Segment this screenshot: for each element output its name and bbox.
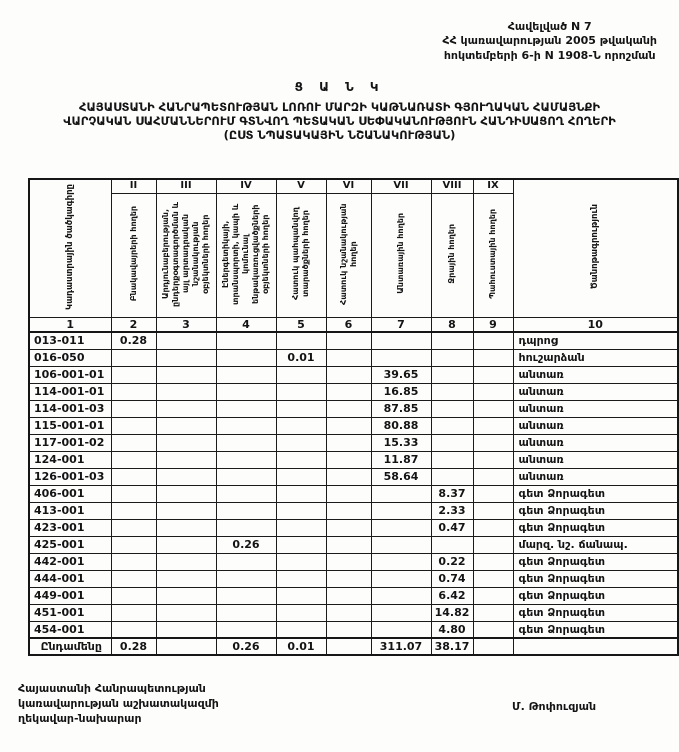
area-value-cell <box>216 502 276 519</box>
area-value-cell <box>276 621 326 638</box>
header-label-industrial: Արդյունաբերության, ընդերքօգտագործման և այլ արտադրական նշանակության օբյեկտների հողեր <box>156 193 216 317</box>
area-value-cell: 6.42 <box>431 587 473 604</box>
area-value-cell <box>111 604 156 621</box>
area-value-cell <box>111 570 156 587</box>
header-roman-5: V <box>276 179 326 193</box>
area-value-cell <box>431 332 473 349</box>
cadastral-code-cell: 117-001-02 <box>29 434 111 451</box>
area-value-cell <box>276 553 326 570</box>
table-row <box>29 587 678 604</box>
doc-title-line: (ԸՍՏ ՆՊԱՏԱԿԱՅԻՆ ՆՇԱՆԱԿՈՒԹՅԱՆ) <box>223 128 456 143</box>
land-table <box>28 178 679 656</box>
area-value-cell <box>276 604 326 621</box>
area-value-cell <box>431 383 473 400</box>
note-cell: հուշարձան <box>513 349 678 366</box>
header-roman-2: II <box>111 179 156 193</box>
area-value-cell <box>326 638 371 655</box>
col-number: 2 <box>111 317 156 332</box>
header-label-energy-transport: Էներգետիկայի, տրանսպորտի, կապի և կոմունալ ենթակառուցվածքների օբյեկտների հողեր <box>216 193 276 317</box>
area-value-cell <box>473 638 513 655</box>
area-value-cell <box>156 451 216 468</box>
table-row <box>29 570 678 587</box>
note-cell: գետ Ձորագետ <box>513 502 678 519</box>
note-cell: անտառ <box>513 468 678 485</box>
area-value-cell <box>371 604 431 621</box>
area-value-cell <box>473 621 513 638</box>
footer-line: Հայաստանի Հանրապետության <box>18 682 206 695</box>
header-label-water: Ջրային հողեր <box>431 193 473 317</box>
table-row <box>29 434 678 451</box>
area-value-cell <box>473 536 513 553</box>
cadastral-code-cell: 016-050 <box>29 349 111 366</box>
area-value-cell <box>156 349 216 366</box>
area-value-cell <box>216 621 276 638</box>
area-value-cell <box>156 502 216 519</box>
area-value-cell <box>111 451 156 468</box>
area-value-cell <box>111 519 156 536</box>
area-value-cell: 15.33 <box>371 434 431 451</box>
area-value-cell <box>156 485 216 502</box>
area-value-cell <box>473 604 513 621</box>
area-value-cell <box>431 536 473 553</box>
area-value-cell <box>371 570 431 587</box>
area-value-cell <box>276 434 326 451</box>
area-value-cell <box>431 434 473 451</box>
cadastral-code-cell: 406-001 <box>29 485 111 502</box>
area-value-cell <box>326 383 371 400</box>
area-value-cell <box>473 553 513 570</box>
area-value-cell <box>156 536 216 553</box>
area-value-cell <box>276 536 326 553</box>
area-value-cell <box>326 587 371 604</box>
area-value-cell: 2.33 <box>431 502 473 519</box>
area-value-cell: 311.07 <box>371 638 431 655</box>
area-value-cell <box>111 366 156 383</box>
area-value-cell <box>326 485 371 502</box>
table-row <box>29 383 678 400</box>
area-value-cell <box>276 417 326 434</box>
area-value-cell: 4.80 <box>431 621 473 638</box>
area-value-cell <box>276 451 326 468</box>
area-value-cell <box>216 349 276 366</box>
area-value-cell <box>473 485 513 502</box>
area-value-cell <box>111 383 156 400</box>
area-value-cell <box>276 332 326 349</box>
note-cell: անտառ <box>513 451 678 468</box>
area-value-cell <box>216 434 276 451</box>
area-value-cell <box>326 417 371 434</box>
area-value-cell <box>371 485 431 502</box>
note-cell <box>513 638 678 655</box>
area-value-cell <box>111 536 156 553</box>
table-row <box>29 502 678 519</box>
note-cell: դպրոց <box>513 332 678 349</box>
area-value-cell <box>473 349 513 366</box>
area-value-cell: 14.82 <box>431 604 473 621</box>
appendix-line: ՀՀ կառավարության 2005 թվականի <box>442 34 657 48</box>
header-note: Ծանոթագրություն <box>513 179 678 317</box>
area-value-cell <box>111 502 156 519</box>
header-label-special: Հատուկ նշանակության հողեր <box>326 193 371 317</box>
cadastral-code-cell: 115-001-01 <box>29 417 111 434</box>
area-value-cell: 0.47 <box>431 519 473 536</box>
header-roman-row <box>29 179 678 193</box>
table-row <box>29 621 678 638</box>
area-value-cell <box>326 570 371 587</box>
col-number: 10 <box>513 317 678 332</box>
area-value-cell: 0.28 <box>111 332 156 349</box>
area-value-cell: 0.22 <box>431 553 473 570</box>
area-value-cell: 87.85 <box>371 400 431 417</box>
area-value-cell <box>326 451 371 468</box>
doc-title-line: ՀԱՅԱՍՏԱՆԻ ՀԱՆՐԱՊԵՏՈՒԹՅԱՆ ԼՈՌՈՒ ՄԱՐԶԻ ԿԱԹՆԱՌԱՏԻ ԳՅՈՒՂԱԿԱՆ ՀԱՄԱՅՆՔԻ <box>78 100 601 114</box>
cadastral-code-cell: 413-001 <box>29 502 111 519</box>
area-value-cell <box>276 519 326 536</box>
cadastral-code-cell: 114-001-03 <box>29 400 111 417</box>
area-value-cell <box>371 536 431 553</box>
area-value-cell <box>111 417 156 434</box>
cadastral-code-cell: 442-001 <box>29 553 111 570</box>
table-row <box>29 553 678 570</box>
col-number: 7 <box>371 317 431 332</box>
area-value-cell <box>326 553 371 570</box>
area-value-cell <box>216 519 276 536</box>
area-value-cell <box>216 485 276 502</box>
header-label-protected: Հատուկ պահպանվող տարածքների հողեր <box>276 193 326 317</box>
table-row <box>29 485 678 502</box>
area-value-cell <box>371 519 431 536</box>
area-value-cell <box>276 366 326 383</box>
area-value-cell <box>326 536 371 553</box>
area-value-cell <box>156 519 216 536</box>
area-value-cell <box>111 485 156 502</box>
area-value-cell <box>156 434 216 451</box>
header-number-row <box>29 317 678 332</box>
cadastral-code-cell: 425-001 <box>29 536 111 553</box>
col-number: 1 <box>29 317 111 332</box>
area-value-cell <box>473 417 513 434</box>
footer-official-title <box>18 682 219 727</box>
appendix-line: Հավելված N 7 <box>507 20 592 33</box>
area-value-cell <box>371 349 431 366</box>
area-value-cell <box>326 366 371 383</box>
appendix-line: հոկտեմբերի 6-ի N 1908-Ն որոշման <box>443 48 656 62</box>
area-value-cell <box>326 468 371 485</box>
appendix-block <box>442 20 657 63</box>
col-number: 6 <box>326 317 371 332</box>
note-cell: գետ Ձորագետ <box>513 519 678 536</box>
cadastral-code-cell: 454-001 <box>29 621 111 638</box>
area-value-cell <box>216 587 276 604</box>
note-cell: անտառ <box>513 417 678 434</box>
col-number: 4 <box>216 317 276 332</box>
header-roman-6: VI <box>326 179 371 193</box>
area-value-cell <box>216 332 276 349</box>
area-value-cell <box>111 349 156 366</box>
area-value-cell <box>156 638 216 655</box>
area-value-cell <box>111 468 156 485</box>
table-row <box>29 468 678 485</box>
area-value-cell <box>156 383 216 400</box>
cadastral-code-cell: 106-001-01 <box>29 366 111 383</box>
note-cell: գետ Ձորագետ <box>513 587 678 604</box>
table-row <box>29 604 678 621</box>
table-row <box>29 349 678 366</box>
area-value-cell <box>371 553 431 570</box>
area-value-cell <box>276 468 326 485</box>
table-row <box>29 332 678 349</box>
area-value-cell <box>473 468 513 485</box>
header-label-forest: Անտառային հողեր <box>371 193 431 317</box>
header-roman-9: IX <box>473 179 513 193</box>
area-value-cell <box>473 400 513 417</box>
cadastral-code-cell: 451-001 <box>29 604 111 621</box>
area-value-cell <box>216 417 276 434</box>
cadastral-code-cell: 114-001-01 <box>29 383 111 400</box>
note-cell: գետ Ձորագետ <box>513 485 678 502</box>
note-cell: գետ Ձորագետ <box>513 621 678 638</box>
table-row <box>29 400 678 417</box>
col-number: 9 <box>473 317 513 332</box>
area-value-cell <box>111 400 156 417</box>
area-value-cell <box>156 468 216 485</box>
cadastral-code-cell: 013-011 <box>29 332 111 349</box>
header-roman-7: VII <box>371 179 431 193</box>
area-value-cell <box>431 400 473 417</box>
table-row <box>29 519 678 536</box>
area-value-cell <box>473 451 513 468</box>
area-value-cell <box>326 519 371 536</box>
area-value-cell: 0.01 <box>276 349 326 366</box>
note-cell: գետ Ձորագետ <box>513 604 678 621</box>
area-value-cell <box>276 400 326 417</box>
area-value-cell <box>216 570 276 587</box>
area-value-cell <box>156 400 216 417</box>
note-cell: անտառ <box>513 383 678 400</box>
area-value-cell <box>473 502 513 519</box>
area-value-cell: 0.01 <box>276 638 326 655</box>
area-value-cell <box>326 332 371 349</box>
area-value-cell <box>431 349 473 366</box>
area-value-cell <box>473 570 513 587</box>
area-value-cell <box>216 553 276 570</box>
col-number: 5 <box>276 317 326 332</box>
cadastral-code-cell: 124-001 <box>29 451 111 468</box>
note-cell: անտառ <box>513 434 678 451</box>
area-value-cell: 38.17 <box>431 638 473 655</box>
cadastral-code-cell: 444-001 <box>29 570 111 587</box>
area-value-cell <box>473 434 513 451</box>
area-value-cell <box>326 349 371 366</box>
area-value-cell <box>156 604 216 621</box>
footer-line: ղեկավար-նախարար <box>18 711 142 725</box>
area-value-cell <box>326 502 371 519</box>
area-value-cell <box>216 366 276 383</box>
col-number: 8 <box>431 317 473 332</box>
area-value-cell: 0.74 <box>431 570 473 587</box>
area-value-cell <box>276 485 326 502</box>
area-value-cell: 11.87 <box>371 451 431 468</box>
area-value-cell <box>326 434 371 451</box>
table-row <box>29 417 678 434</box>
doc-kind: Ց Ա Ն Կ <box>294 80 385 94</box>
total-row <box>29 638 678 655</box>
area-value-cell <box>216 468 276 485</box>
area-value-cell <box>371 621 431 638</box>
area-value-cell: 0.28 <box>111 638 156 655</box>
area-value-cell <box>276 570 326 587</box>
cadastral-code-cell: 449-001 <box>29 587 111 604</box>
area-value-cell <box>473 383 513 400</box>
header-cadastral-code: Կադաստրային ծածկագիրը <box>29 179 111 317</box>
area-value-cell <box>156 366 216 383</box>
doc-title-line: ՎԱՐՉԱԿԱՆ ՍԱՀՄԱՆՆԵՐՈՒՄ ԳՏՆՎՈՂ ՊԵՏԱԿԱՆ ՍԵՓԱԿԱՆՈՒԹՅՈՒՆ ՀԱՆԴԻՍԱՑՈՂ ՀՈՂԵՐԻ <box>63 114 616 129</box>
area-value-cell <box>156 621 216 638</box>
area-value-cell <box>216 400 276 417</box>
area-value-cell: 0.26 <box>216 536 276 553</box>
area-value-cell <box>216 604 276 621</box>
area-value-cell <box>473 366 513 383</box>
area-value-cell: 39.65 <box>371 366 431 383</box>
area-value-cell: 8.37 <box>431 485 473 502</box>
total-label-cell: Ընդամենը <box>29 638 111 655</box>
area-value-cell <box>326 604 371 621</box>
signature: Մ. Թոփուզյան <box>512 700 597 713</box>
note-cell: գետ Ձորագետ <box>513 553 678 570</box>
cadastral-code-cell: 423-001 <box>29 519 111 536</box>
table-row <box>29 366 678 383</box>
area-value-cell <box>216 383 276 400</box>
area-value-cell <box>111 621 156 638</box>
area-value-cell <box>276 383 326 400</box>
footer-line: կառավարության աշխատակազմի <box>18 696 219 710</box>
area-value-cell: 16.85 <box>371 383 431 400</box>
area-value-cell <box>216 451 276 468</box>
header-label-reserve: Պահուստային հողեր <box>473 193 513 317</box>
area-value-cell <box>111 434 156 451</box>
col-number: 3 <box>156 317 216 332</box>
area-value-cell <box>473 519 513 536</box>
area-value-cell <box>156 587 216 604</box>
area-value-cell <box>326 400 371 417</box>
note-cell: անտառ <box>513 366 678 383</box>
area-value-cell <box>111 553 156 570</box>
area-value-cell <box>371 502 431 519</box>
note-cell: մարզ. նշ. ճանապ. <box>513 536 678 553</box>
note-cell: գետ Ձորագետ <box>513 570 678 587</box>
area-value-cell <box>276 502 326 519</box>
area-value-cell <box>156 417 216 434</box>
area-value-cell <box>431 451 473 468</box>
area-value-cell <box>276 587 326 604</box>
note-cell: անտառ <box>513 400 678 417</box>
area-value-cell <box>326 621 371 638</box>
table-row <box>29 451 678 468</box>
area-value-cell <box>473 332 513 349</box>
header-roman-8: VIII <box>431 179 473 193</box>
cadastral-code-cell: 126-001-03 <box>29 468 111 485</box>
area-value-cell <box>431 366 473 383</box>
area-value-cell <box>156 332 216 349</box>
area-value-cell: 58.64 <box>371 468 431 485</box>
doc-title <box>0 100 679 142</box>
area-value-cell <box>431 468 473 485</box>
area-value-cell <box>371 332 431 349</box>
header-roman-4: IV <box>216 179 276 193</box>
area-value-cell <box>156 553 216 570</box>
area-value-cell: 0.26 <box>216 638 276 655</box>
area-value-cell <box>111 587 156 604</box>
area-value-cell: 80.88 <box>371 417 431 434</box>
area-value-cell <box>156 570 216 587</box>
table-body <box>29 332 678 655</box>
table-row <box>29 536 678 553</box>
header-label-residential: Բնակավայրերի հողեր <box>111 193 156 317</box>
area-value-cell <box>431 417 473 434</box>
area-value-cell <box>371 587 431 604</box>
header-roman-3: III <box>156 179 216 193</box>
area-value-cell <box>473 587 513 604</box>
